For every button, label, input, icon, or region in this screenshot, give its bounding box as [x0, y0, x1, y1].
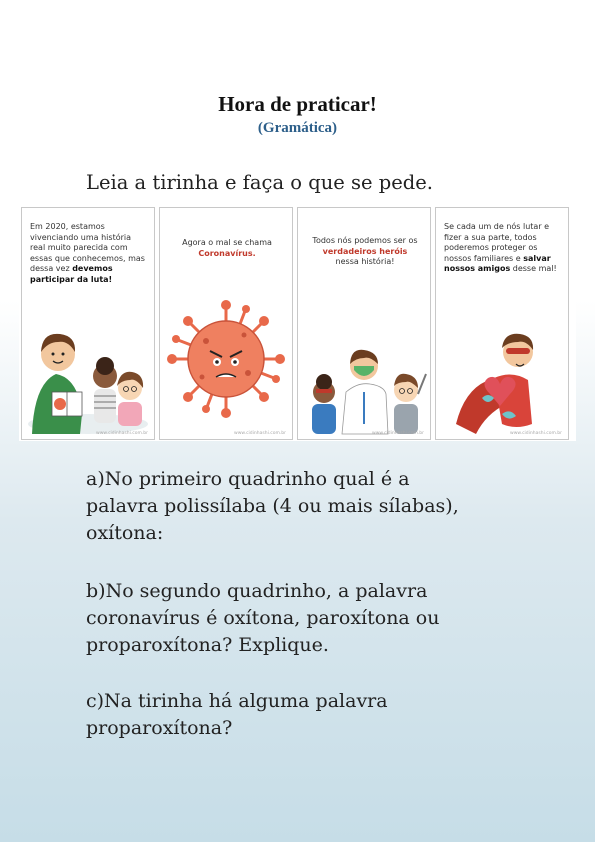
coronavirus-illustration: [160, 274, 292, 439]
question-c-line: proparoxítona?: [86, 717, 233, 739]
question-b: [86, 578, 526, 659]
instruction-text: Leia a tirinha e faça o que se pede.: [86, 171, 433, 194]
question-b-line: proparoxítona? Explique.: [86, 634, 329, 656]
question-a-line: palavra polissílaba (4 ou mais sílabas),: [86, 495, 459, 517]
page-subtitle: (Gramática): [257, 120, 338, 136]
comic-panel-2: [159, 207, 293, 440]
comic-strip: [19, 203, 576, 441]
comic-panel-3: [297, 207, 431, 440]
question-a: [86, 466, 526, 547]
panel-4-credit: www.cidinhashi.com.br: [510, 431, 562, 436]
comic-panel-1: [21, 207, 155, 440]
question-c-line: c)Na tirinha há alguma palavra: [86, 690, 388, 712]
panel-4-caption: Se cada um de nós lutar e fizer a sua parte, todos poderemos proteger os nossos familiares e salvar nossos amigos desse mal!: [444, 222, 557, 273]
superhero-illustration: [436, 274, 568, 439]
panel-1-caption: Em 2020, estamos vivenciando uma história real muito parecida com essas que conhecemos, mas dessa vez devemos participar da luta!: [30, 222, 145, 284]
panel-2-caption: Agora o mal se chama Coronavírus.: [182, 238, 272, 258]
question-a-line: oxítona:: [86, 522, 164, 544]
page-title: Hora de praticar!: [218, 92, 377, 116]
panel-3-caption: Todos nós podemos ser os verdadeiros heróis nessa história!: [312, 236, 418, 266]
question-a-line: a)No primeiro quadrinho qual é a: [86, 468, 410, 490]
panel-2-credit: www.cidinhashi.com.br: [234, 431, 286, 436]
family-reading-illustration: [22, 274, 154, 439]
panel-3-credit: www.cidinhashi.com.br: [372, 431, 424, 436]
heroes-illustration: [298, 274, 430, 439]
question-b-line: coronavírus é oxítona, paroxítona ou: [86, 607, 440, 629]
question-b-line: b)No segundo quadrinho, a palavra: [86, 580, 428, 602]
panel-1-credit: www.cidinhashi.com.br: [96, 431, 148, 436]
comic-panel-4: [435, 207, 569, 440]
question-c: [86, 688, 526, 742]
